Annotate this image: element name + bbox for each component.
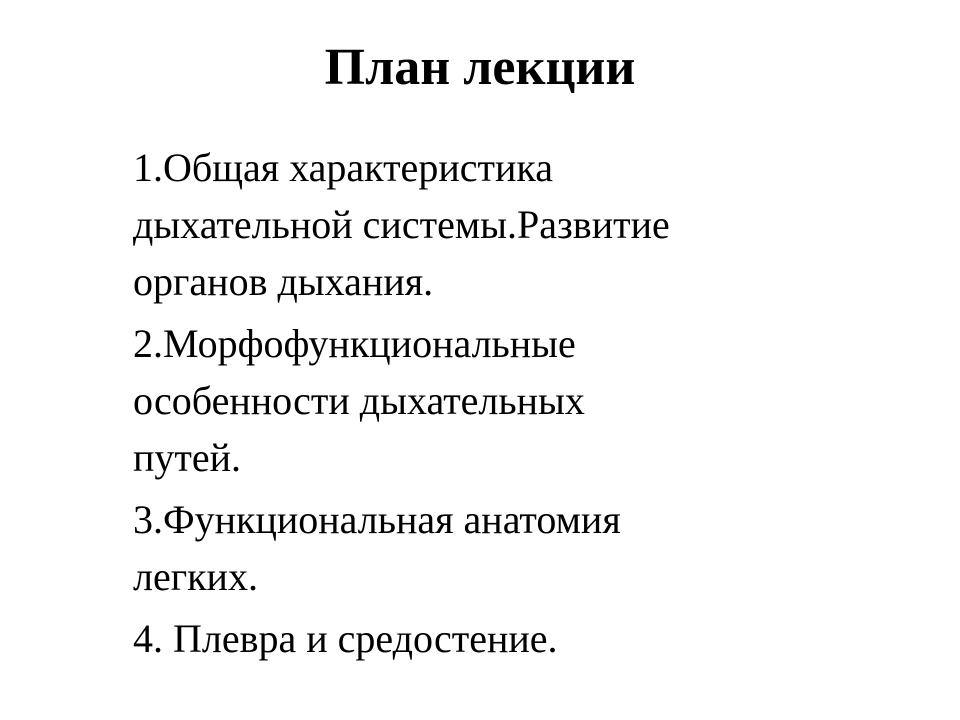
plan-item-4: 4. Плевра и средостение. <box>133 616 558 661</box>
plan-item-1: 1.Общая характеристика дыхательной системы.Развитие органов дыхания. <box>133 145 670 304</box>
plan-item-2: 2.Морфофункциональные особенности дыхательных путей. <box>133 321 585 480</box>
slide-title: План лекции <box>324 39 636 96</box>
lecture-plan-list <box>133 139 833 672</box>
plan-item-3: 3.Функциональная анатомия легких. <box>133 497 621 599</box>
